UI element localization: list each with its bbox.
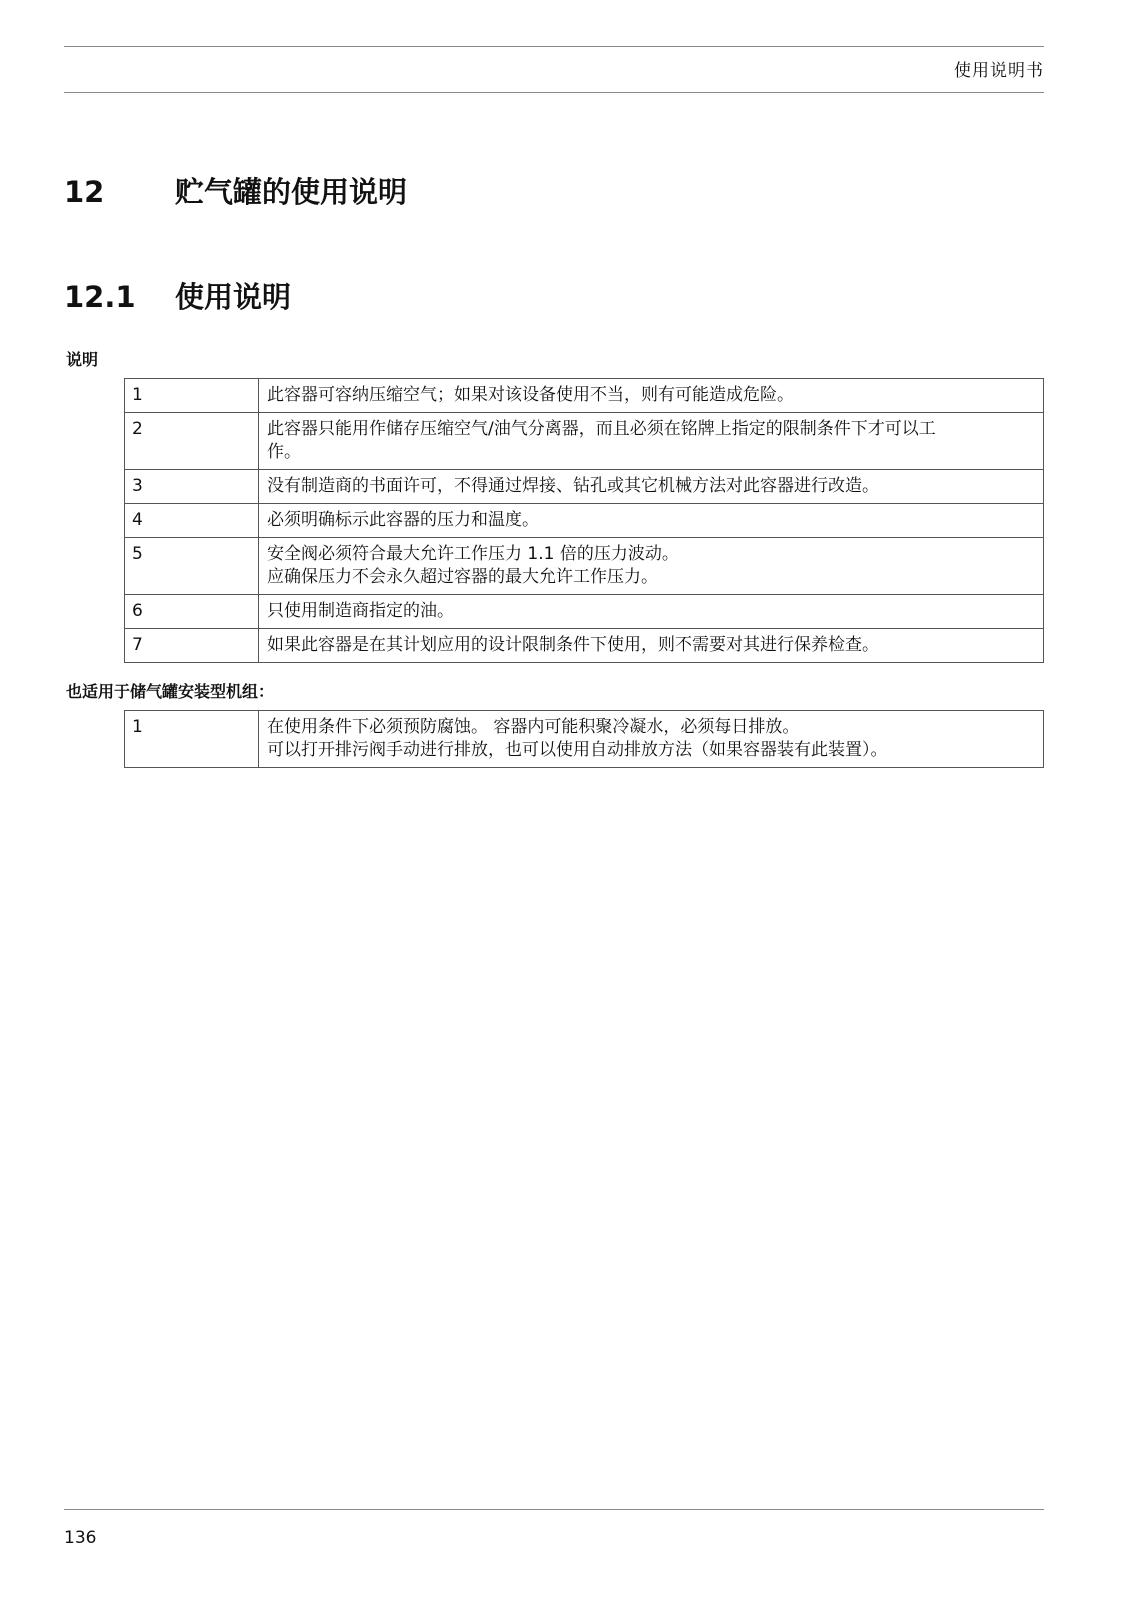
row-text-line: 可以打开排污阀手动进行排放，也可以使用自动排放方法（如果容器装有此装置）。 xyxy=(267,740,888,760)
row-text xyxy=(259,413,1044,470)
table-row xyxy=(125,595,1044,629)
table-row xyxy=(125,470,1044,504)
row-text-line: 必须明确标示此容器的压力和温度。 xyxy=(267,510,539,530)
section-number: 12.1 xyxy=(64,280,136,314)
row-index: 1 xyxy=(125,711,259,768)
table-row xyxy=(125,413,1044,470)
row-text xyxy=(259,629,1044,663)
row-text-line: 如果此容器是在其计划应用的设计限制条件下使用，则不需要对其进行保养检查。 xyxy=(267,635,879,655)
row-text xyxy=(259,470,1044,504)
row-index: 7 xyxy=(125,629,259,663)
document-type-label: 使用说明书 xyxy=(954,61,1044,81)
row-index: 5 xyxy=(125,538,259,595)
row-text xyxy=(259,538,1044,595)
row-text-line: 应确保压力不会永久超过容器的最大允许工作压力。 xyxy=(267,567,658,587)
notes-table xyxy=(124,378,1044,663)
row-text xyxy=(259,504,1044,538)
row-text-line: 作。 xyxy=(267,442,301,462)
chapter-heading xyxy=(64,170,407,211)
footer-rule xyxy=(64,1509,1044,1510)
applies-to-label: 也适用于储气罐安装型机组： xyxy=(66,682,275,701)
section-heading xyxy=(64,275,291,316)
row-text-line: 在使用条件下必须预防腐蚀。 容器内可能积聚冷凝水，必须每日排放。 xyxy=(267,717,800,737)
row-index: 6 xyxy=(125,595,259,629)
row-text-line: 只使用制造商指定的油。 xyxy=(267,601,454,621)
row-text-line: 此容器可容纳压缩空气；如果对该设备使用不当，则有可能造成危险。 xyxy=(267,385,794,405)
row-index: 4 xyxy=(125,504,259,538)
row-index: 1 xyxy=(125,379,259,413)
page-number: 136 xyxy=(64,1528,97,1548)
row-text xyxy=(259,711,1044,768)
row-text-line: 安全阀必须符合最大允许工作压力 1.1 倍的压力波动。 xyxy=(267,544,679,564)
row-index: 3 xyxy=(125,470,259,504)
header-bottom-rule xyxy=(64,92,1044,93)
table-row xyxy=(125,629,1044,663)
row-text xyxy=(259,595,1044,629)
table-row xyxy=(125,711,1044,768)
chapter-number: 12 xyxy=(64,175,105,209)
header-top-rule xyxy=(64,46,1044,47)
row-text-line: 没有制造商的书面许可，不得通过焊接、钻孔或其它机械方法对此容器进行改造。 xyxy=(267,476,879,496)
table-row xyxy=(125,538,1044,595)
table-row xyxy=(125,379,1044,413)
applies-to-table xyxy=(124,710,1044,768)
row-index: 2 xyxy=(125,413,259,470)
notes-label: 说明 xyxy=(66,350,99,369)
section-title: 使用说明 xyxy=(175,280,292,314)
chapter-title: 贮气罐的使用说明 xyxy=(175,175,408,209)
row-text-line: 此容器只能用作储存压缩空气/油气分离器，而且必须在铭牌上指定的限制条件下才可以工 xyxy=(267,419,936,439)
table-row xyxy=(125,504,1044,538)
row-text xyxy=(259,379,1044,413)
